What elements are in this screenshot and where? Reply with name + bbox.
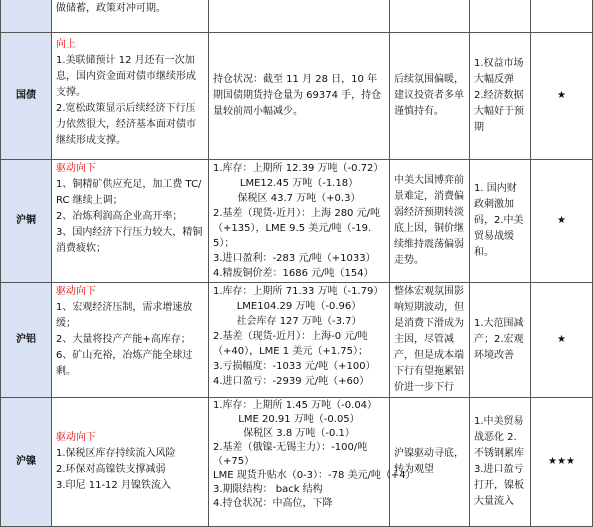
view-line: 1、宏观经济压制，需求增速放缓； [56,302,193,329]
summary-cell: 后续氛围偏暖，建议投资者多单谨慎持有。 [390,33,470,160]
row-name-cell: 国债 [1,33,52,160]
summary-cell: 整体宏观氛围影响短期波动，但是消费下滑成为主因，尽管减产，但是成本端下行有望拖累铝价进一步下行 [390,283,470,398]
view-line: 2、冶炼利润高企业高开率； [56,211,183,222]
table-row [1,398,593,527]
view-line: 1.保税区库存持续流入风险 [56,448,176,459]
view-line: 1、铜精矿供应充足，加工费 TC/RC 继续上调； [56,179,202,206]
view-cell [52,398,209,527]
risk-cell [470,0,531,33]
table-row [1,283,593,398]
risk-cell: 1.中美贸易战恶化 2.不锈钢累库 3.进口盈亏打开，镍板大量流入 [470,398,531,527]
data-cell [209,283,390,398]
row-name-cell: 沪铝 [1,283,52,398]
data-line: LME 20.91 万吨（-0.05） [238,414,360,425]
row-name-cell [1,0,52,33]
row-name-cell: 沪镍 [1,398,52,527]
data-line: 4.精废铜价差：1686 元/吨（154） [213,268,374,279]
data-line: LME12.45 万吨（-1.18） [239,178,359,189]
data-line: LME 现货升贴水（0-3）：-78 美元/吨（+4） [213,470,416,481]
view-line: 1.美联储预计 12 月还有一次加息，国内资金面对债市继续形成支撑。 [56,55,196,98]
view-line: 2.宽松政策显示后续经济下行压力依然很大，经济基本面对债市继续形成支撑。 [56,103,196,146]
data-line: 3.亏损幅度：-1033 元/吨（+100） [213,361,376,372]
data-line: 1.库存：上期所 12.39 万吨（-0.72） [213,163,384,174]
direction-label: 驱动向下 [56,432,96,443]
rating-cell [531,0,593,33]
data-line: 2.基差（现货-近月）：上海 280 元/吨（+135），LME 9.5 美元/吨（-19.5）； [213,208,380,249]
data-cell [209,0,390,33]
risk-cell: 1.大范围减产；2.宏观环境改善 [470,283,531,398]
data-line: 保税区 43.7 万吨（+0.3） [237,193,361,204]
data-line: 持仓状况：截至 11 月 28 日，10 年期国债期货持仓量为 69374 手，持仓量较前周小幅减少。 [213,74,382,117]
data-line: 1.库存：上期所 1.45 万吨（-0.04） [213,400,378,411]
data-line: 1.库存：上期所 71.33 万吨（-1.79） [213,286,384,297]
data-line: 3.进口盈利：-283 元/吨（+1033） [213,253,376,264]
view-line: 2.环保对高镍铁支撑减弱 [56,464,166,475]
data-line: 2.基差（俄镍-无锡主力）：-100/吨（+75） [213,442,368,467]
data-line: LME104.29 万吨（-0.96） [236,301,362,312]
data-line: 保税区 3.8 万吨（-0.1） [243,428,355,439]
risk-cell: 1. 国内财政刺激加码，2.中美贸易战缓和。 [470,160,531,283]
data-line: 社会库存 127 万吨（-3.7） [236,316,362,327]
rating-cell: ★★★ [531,398,593,527]
table-row [1,33,593,160]
data-line: 3.期限结构： back 结构 [213,484,323,495]
view-line: 做储蓄，政策对冲可期。 [56,3,166,14]
data-line: 2.基差（现货-近月）：上海-0 元/吨（+40），LME 1 美元（+1.75）； [213,331,368,357]
view-cell [52,0,209,33]
view-cell [52,283,209,398]
rating-cell: ★ [531,160,593,283]
summary-cell: 中美大国博弈前景难定，消费偏弱经济预期转淡底上因，铜价继续维持震荡偏弱走势。 [390,160,470,283]
direction-label: 驱动向下 [56,286,96,297]
rating-cell: ★ [531,33,593,160]
view-line: 2、大量将投产产能+高库存； [56,334,191,345]
view-cell [52,33,209,160]
risk-cell: 1.权益市场大幅反弹 2.经济数据大幅好于预期 [470,33,531,160]
view-line: 3、国内经济下行压力较大，精铜消费疲软； [56,227,203,254]
data-line: 4.持仓状况：中高位，下降 [213,498,333,509]
data-cell [209,33,390,160]
data-cell [209,160,390,283]
direction-label: 向上 [56,39,76,50]
summary-cell: 沪镍驱动寻底，转为观望 [390,398,470,527]
table-row [1,0,593,33]
data-line: 4.进口盈亏：-2939 元/吨（+60） [213,376,370,387]
summary-cell [390,0,470,33]
rating-cell: ★ [531,283,593,398]
view-line: 3.印尼 11-12 月镍铁流入 [56,480,171,491]
view-line: 6、矿山充裕，冶炼产能全球过剩。 [56,350,193,377]
data-cell [209,398,416,527]
table-row [1,160,593,283]
row-name-cell: 沪铜 [1,160,52,283]
direction-label: 驱动向下 [56,163,96,174]
view-cell [52,160,209,283]
